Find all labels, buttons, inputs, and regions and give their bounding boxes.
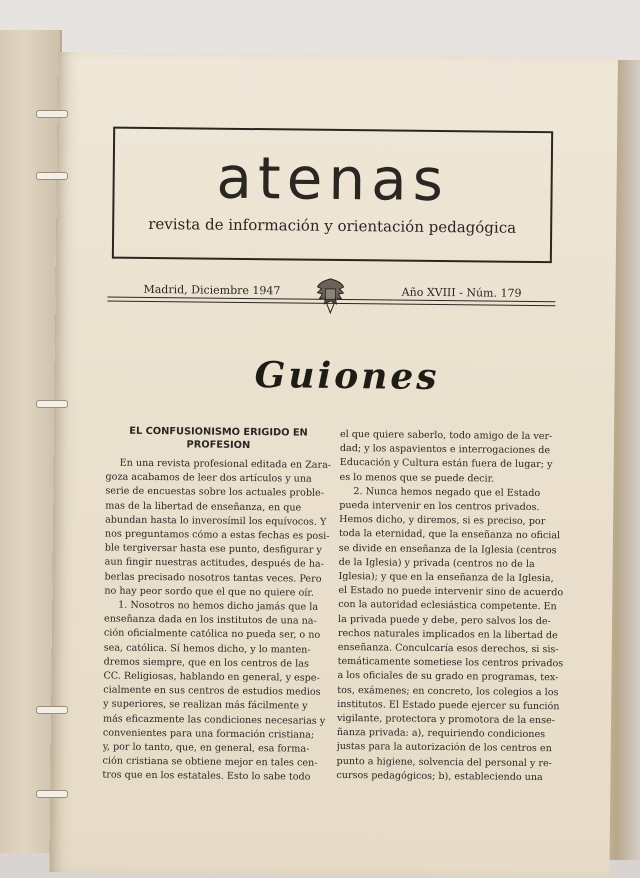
text-line: el que quiere saberlo, todo amigo de la ver- — [339, 428, 553, 443]
journal-title: atenas — [216, 143, 450, 215]
coat-of-arms-icon — [313, 277, 347, 315]
text-line: y, por lo tanto, que, en general, esa forma- — [102, 741, 310, 755]
text-line: con la autoridad eclesiástica competente. En — [338, 599, 557, 613]
section-title: Guiones — [254, 354, 440, 399]
heading-line: PROFESION — [186, 439, 251, 452]
text-line: ñanza privada: a), requiriendo condiciones — [336, 727, 546, 741]
text-line: justas para la autorización de los centros en — [336, 741, 552, 755]
text-line: sea, católica. Sí hemos dicho, y lo manten- — [103, 642, 311, 656]
text-line: dremos siempre, que en los centros de las — [103, 656, 309, 670]
text-line: rechos naturales implicados en la libertad de — [337, 627, 558, 642]
text-line: goza acabamos de leer dos artículos y una — [105, 471, 312, 485]
text-line: y superiores, se realizan más fácilmente y — [103, 698, 308, 713]
text-line: cursos pedagógicos; b), estableciendo una — [336, 769, 543, 783]
text-line: mas de la libertad de enseñanza, en que — [105, 500, 302, 514]
place-date: Madrid, Diciembre 1947 — [143, 282, 281, 298]
binding-stitch — [36, 706, 68, 714]
text-line: 2. Nunca hemos negado que el Estado — [353, 485, 541, 499]
text-line: enseñanza. Conculcaría esos derechos, si sis- — [337, 642, 559, 656]
text-line: Iglesia); y que en la enseñanza de la Iglesia, — [338, 570, 554, 585]
issue-number: Año XVIII - Núm. 179 — [401, 285, 522, 300]
text-line: serie de encuestas sobre los actuales proble- — [105, 485, 325, 500]
text-line: toda la eternidad, que la enseñanza no oficial — [338, 528, 561, 542]
text-line: ción cristiana se obtiene mejor en tales cen- — [102, 755, 318, 770]
binding-stitch — [36, 172, 68, 180]
text-line: En una revista profesional editada en Zara- — [119, 457, 331, 471]
text-line: Educación y Cultura están fuera de lugar; y — [339, 457, 553, 471]
text-line: ción oficialmente católica no pueda ser, o no — [103, 627, 321, 642]
article-heading — [106, 425, 331, 453]
text-line: cialmente en sus centros de estudios medios — [103, 684, 321, 699]
text-line: se divide en enseñanza de la Iglesia (centros — [338, 542, 557, 556]
text-line: CC. Religiosas, hablando en general, y espe- — [103, 670, 320, 684]
background — [0, 0, 640, 60]
text-line: abundan hasta lo inverosímil los equívocos. Y — [105, 514, 327, 528]
text-line: de la Iglesia) y privada (centros no de la — [338, 556, 535, 570]
text-line: tos, exámenes; en concreto, los colegios a los — [337, 684, 559, 698]
text-line: la privada puede y debe, pero salvos los de- — [338, 613, 551, 627]
heading-line: EL CONFUSIONISMO ERIGIDO EN — [129, 425, 308, 439]
article-column-left — [102, 425, 331, 786]
text-line: dad; y los aspavientos e interrogaciones de — [339, 443, 551, 457]
text-line: no hay peor sordo que el que no quiere oír. — [104, 585, 314, 599]
text-line: más eficazmente las condiciones necesarias y — [102, 713, 326, 727]
journal-subtitle: revista de información y orientación pedagógica — [148, 214, 517, 237]
binding-stitch — [36, 110, 68, 118]
binding-stitch — [36, 790, 68, 798]
text-line: vigilante, protectora y promotora de la ense- — [336, 713, 556, 727]
text-line: Hemos dicho, y diremos, si es preciso, por — [339, 514, 546, 528]
text-line: el Estado no puede intervenir sino de acuerdo — [338, 585, 564, 599]
masthead-box — [112, 127, 553, 264]
text-line: convenientes para una formación cristiana; — [102, 727, 315, 741]
text-line: 1. Nosotros no hemos dicho jamás que la — [118, 599, 319, 613]
text-line: berlas precisado nosotros tantas veces. Pero — [104, 571, 322, 585]
text-line: institutos. El Estado puede ejercer su función — [337, 698, 560, 713]
text-line: a los oficiales de su grado en programas, tex- — [337, 670, 559, 684]
text-line: nos preguntamos cómo a estas fechas es posi- — [104, 528, 330, 542]
text-line: punto a higiene, solvencia del personal y re- — [336, 755, 552, 769]
text-line: pueda intervenir en los centros privados. — [339, 499, 540, 514]
text-line: temáticamente sometiese los centros privados — [337, 656, 564, 670]
text-line: tros que en los estatales. Esto lo sabe todo — [102, 769, 311, 784]
text-line: aun fingir nuestras actitudes, después de ha- — [104, 556, 324, 571]
issue-info — [111, 273, 551, 314]
text-line: es lo menos que se puede decir. — [339, 471, 495, 485]
article-column-right — [336, 428, 566, 785]
text-line: ble tergiversar hasta ese punto, desfigurar y — [104, 542, 322, 557]
journal-page — [49, 52, 618, 878]
text-line: enseñanza dada en los institutos de una na- — [104, 613, 317, 627]
binding-stitch — [36, 400, 68, 408]
